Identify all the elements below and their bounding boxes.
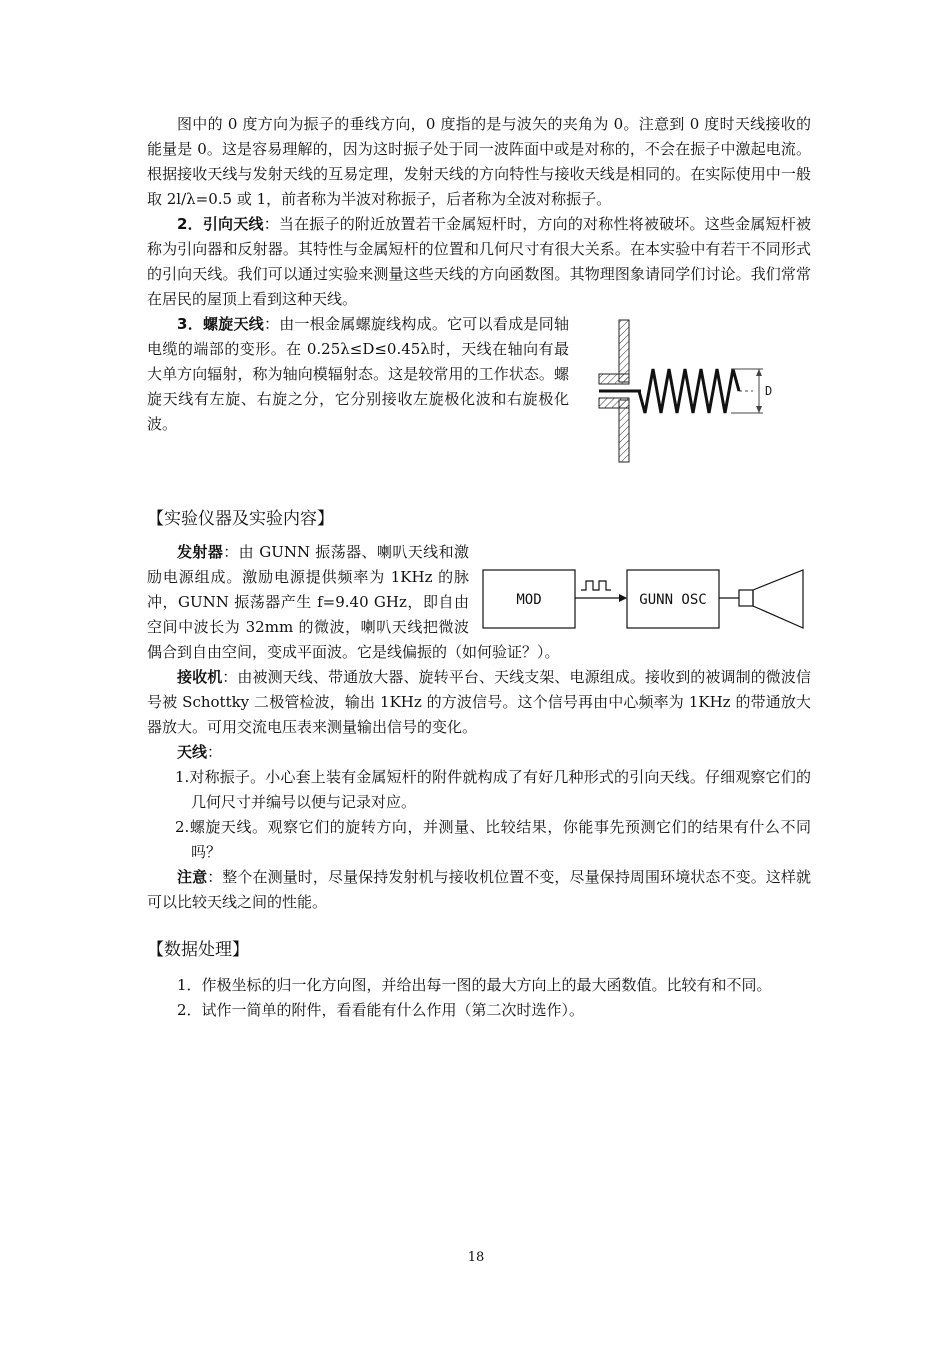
document-body [147,112,811,1023]
transmitter-heading: 发射器 [177,543,224,561]
horn-antenna-icon [753,570,803,628]
paragraph-note [147,865,811,915]
helix-coil [629,369,739,413]
paragraph-antenna-heading: 天线： [177,743,223,761]
yagi-heading: 2．引向天线 [177,215,264,233]
page-number: 18 [467,1250,485,1265]
antenna-heading: 天线 [177,743,208,761]
diameter-label: D [765,384,773,398]
helix-antenna-diagram [581,318,811,468]
receiver-heading: 接收机 [177,668,223,686]
gunn-osc-label: GUNN OSC [639,592,707,608]
yagi-text: ：当在振子的附近放置若干金属短杆时，方向的对称性将被破坏。这些金属短杆被称为引向器和反射器。其特性与金属短杆的位置和几何尺寸有很大关系。在本实验中有若干不同形式的引向天线。我们可以通过实验来测量这些天线的方向函数图。其物理图象请同学们讨论。我们常常在居民的屋顶上看到这种天线。 [147,215,811,308]
transmitter-text: ：由 GUNN 振荡器、喇叭天线和激励电源组成。激励电源提供频率为 1KHz 的脉冲，GUNN 振荡器产生 f=9.40 GHz，即自由空间中波长为 32mm 的微波，喇叭天线把微波偶合到自由空间，变成平面波。它是线偏振的（如何验证？）。 [147,543,560,661]
pulse-icon [581,581,611,590]
section-heading-data-processing: 【数据处理】 [147,940,249,960]
list-item: 2.螺旋天线。观察它们的旋转方向，并测量、比较结果，你能事先预测它们的结果有什么不同吗？ [175,818,811,861]
list-item: 2．试作一简单的附件，看看能有什么作用（第二次时选作）。 [177,1001,585,1019]
reflector-lower [619,400,629,462]
paragraph-dipole: 图中的 0 度方向为振子的垂线方向，0 度指的是与波矢的夹角为 0。注意到 0 度时天线接收的能量是 0。这是容易理解的，因为这时振子处于同一波阵面中或是对称的，不会在振子中激起电流。根据接收天线与发射天线的互易定理，发射天线的方向特性与接收天线是相同的。在实际使用中一般取 2l/λ=0.5 或 1，前者称为半波对称振子，后者称为全波对称振子。 [147,115,811,208]
paragraph-receiver [147,665,811,740]
receiver-text: ：由被测天线、带通放大器、旋转平台、天线支架、电源组成。接收到的被调制的微波信号被 Schottky 二极管检波，输出 1KHz 的方波信号。这个信号再由中心频率为 1KHz 的带通放大器放大。可用交流电压表来测量输出信号的变化。 [147,668,811,736]
list-item: 1.对称振子。小心套上装有金属短杆的附件就构成了有好几种形式的引向天线。仔细观察它们的几何尺寸并编号以便与记录对应。 [175,768,811,811]
coax-lower [599,398,629,408]
mod-label: MOD [516,592,542,608]
waveguide [739,590,753,606]
list-item: 1．作极坐标的归一化方向图，并给出每一图的最大方向上的最大函数值。比较有和不同。 [177,976,772,994]
coax-upper [599,374,629,384]
helix-text: ：由一根金属螺旋线构成。它可以看成是同轴电缆的端部的变形。在 0.25λ≤D≤0.45λ时，天线在轴向有最大单方向辐射，称为轴向模辐射态。这是较常用的工作状态。螺旋天线有左旋、右旋之分，它分别接收左旋极化波和右旋极化波。 [147,315,569,433]
transmitter-section [147,540,811,665]
transmitter-block-diagram [481,568,811,632]
helix-heading: 3．螺旋天线 [177,315,265,333]
reflector-upper [619,320,629,382]
helix-section [147,312,811,468]
note-heading: 注意 [177,868,208,886]
section-heading-instruments: 【实验仪器及实验内容】 [147,509,334,529]
note-text: ：整个在测量时，尽量保持发射机与接收机位置不变，尽量保持周围环境状态不变。这样就可以比较天线之间的性能。 [147,868,811,911]
paragraph-yagi [147,212,811,312]
